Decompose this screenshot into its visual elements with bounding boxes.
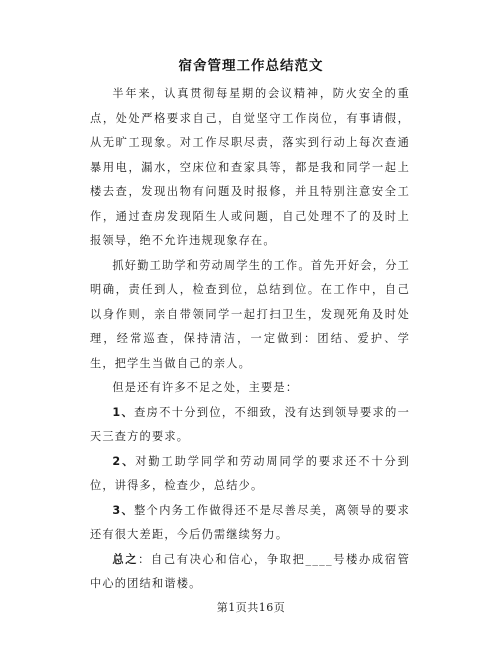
paragraph (90, 82, 410, 254)
paragraph (90, 401, 410, 450)
paragraph-lead: 3、 (112, 503, 135, 517)
paragraph-lead: 2、 (112, 454, 136, 468)
paragraph-text: 整个内务工作做得还不是尽善尽美，离领导的要求还有很大差距，今后仍需继续努力。 (90, 503, 411, 541)
document-body (90, 82, 410, 597)
paragraph (90, 376, 410, 401)
paragraph (90, 450, 410, 499)
paragraph (90, 548, 410, 597)
paragraph-text: 对勤工助学同学和劳动周同学的要求还不十分到位，讲得多，检查少，总结少。 (90, 454, 411, 492)
paragraph-text: ：自己有决心和信心，争取把____号楼办成宿管中心的团结和谐楼。 (90, 552, 410, 590)
paragraph-lead: 1、 (112, 405, 135, 419)
page-footer: 第1页共16页 (216, 601, 286, 614)
paragraph (90, 254, 410, 377)
paragraph (90, 499, 410, 548)
paragraph-text: 半年来，认真贯彻每星期的会议精神，防火安全的重点，处处严格要求自己，自觉坚守工作岗位，有事请假，从无旷工现象。对工作尽职尽责，落实到行动上每次查通暴用电，漏水，空床位和查家具等，都是我和同学一起上楼去查，发现出物有问题及时报修，并且特别注意安全工作，通过查房发现陌生人或问题，自己处理不了的及时上报领导，绝不允许违规现象存在。 (90, 87, 410, 247)
paragraph-text: 抓好勤工助学和劳动周学生的工作。首先开好会，分工明确，责任到人，检查到位，总结到位。在工作中，自己以身作则，亲自带领同学一起打扫卫生，发现死角及时处理，经常巡查，保持清洁，一定做到：团结、爱护、学生，把学生当做自己的亲人。 (90, 258, 410, 370)
paragraph-lead: 总之 (112, 552, 139, 566)
paragraph-text: 但是还有许多不足之处，主要是： (112, 381, 299, 394)
document-title: 宿舍管理工作总结范文 (178, 58, 324, 74)
paragraph-text: 查房不十分到位，不细致，没有达到领导要求的一天三查方的要求。 (90, 405, 411, 443)
